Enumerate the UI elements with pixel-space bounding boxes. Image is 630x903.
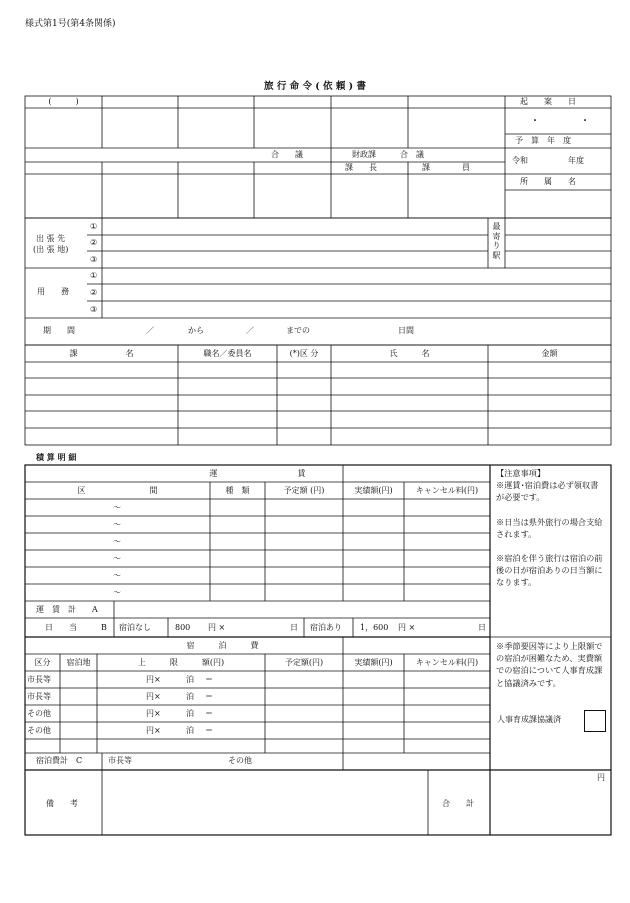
- fare-tilde-4: 〜: [113, 554, 121, 563]
- lodging-row-2-night: 泊: [186, 692, 194, 701]
- lodging-subtotal-label: 宿泊費計 C: [36, 756, 83, 765]
- lodging-row-3-eq: ＝: [205, 709, 213, 718]
- notes-heading: 【注意事項】: [496, 468, 546, 478]
- with-stay-day-unit: 日: [478, 623, 486, 632]
- lodging-col-planned: 予定額(円): [284, 658, 324, 667]
- col-section-name: 課 名: [69, 349, 134, 358]
- lodging-row-4-eq: ＝: [205, 726, 213, 735]
- lodging-subtotal-mayor: 市長等: [108, 756, 132, 765]
- dest-num-3: ③: [90, 255, 98, 264]
- period-label: 期 間: [43, 326, 75, 335]
- lodging-title: 宿 泊 費: [186, 641, 259, 650]
- fare-col-section: 区 間: [77, 486, 158, 495]
- no-stay-label: 宿泊なし: [119, 623, 151, 632]
- total-yen-unit: 円: [597, 773, 605, 782]
- hr-consult-checkbox[interactable]: [584, 710, 606, 732]
- lodging-row-3-yen: 円×: [146, 709, 161, 718]
- section-staff-label: 課 員: [422, 163, 470, 172]
- no-stay-day-unit: 日: [290, 623, 298, 632]
- seasonal-note: ※季節要因等により上限額での宿泊が困難なため、実費額での宿泊について人事育成課と協議済みです。: [496, 641, 603, 688]
- estimate-title: 積 算 明 細: [36, 452, 77, 462]
- fare-col-planned: 予定額 (円): [283, 486, 325, 495]
- period-days: 日間: [398, 326, 414, 335]
- dest-num-2: ②: [90, 238, 98, 247]
- with-stay-label: 宿泊あり: [310, 623, 342, 632]
- col-category: (*)区 分: [289, 349, 319, 358]
- lodging-col-category: 区分: [34, 658, 51, 667]
- dept-label: 所 属 名: [520, 177, 576, 186]
- finance-label: 財政課 合 議: [352, 150, 424, 159]
- period-slash-2: ／: [246, 326, 254, 335]
- notes-panel: [496, 467, 606, 601]
- lodging-row-4-category: その他: [27, 726, 51, 735]
- period-slash-1: ／: [146, 326, 154, 335]
- purpose-num-1: ①: [90, 271, 98, 280]
- purpose-num-3: ③: [90, 305, 98, 314]
- lodging-row-3-category: その他: [27, 709, 51, 718]
- no-stay-amount: 800: [175, 623, 191, 632]
- fare-tilde-3: 〜: [113, 537, 121, 546]
- hr-consult-label: 人事育成課協議済: [497, 715, 561, 724]
- fare-subtotal-label: 運 賃 計 A: [36, 605, 98, 614]
- no-stay-yen-times: 円 ×: [208, 623, 226, 632]
- purpose-label: 用 務: [37, 287, 69, 296]
- lodging-row-4-night: 泊: [186, 726, 194, 735]
- daily-allowance-label: 日 当 B: [45, 623, 107, 632]
- fare-col-cancel: キャンセル料(円): [415, 486, 479, 495]
- notes-item-3: ※宿泊を伴う旅行は宿泊の前後の日が宿泊ありの日当額になります。: [496, 553, 603, 588]
- lodging-row-2-category: 市長等: [27, 692, 51, 701]
- lodging-row-3-night: 泊: [186, 709, 194, 718]
- page-title: 旅 行 命 令 ( 依 頼 ) 書: [264, 81, 366, 92]
- lodging-row-4-yen: 円×: [146, 726, 161, 735]
- fare-col-type: 種 類: [225, 486, 250, 495]
- notes-item-1: ※運賃･宿泊費は必ず領収書が必要です。: [496, 480, 599, 503]
- draft-date-label: 起 案 日: [520, 97, 576, 106]
- lodging-row-1-eq: ＝: [205, 675, 213, 684]
- lodging-col-limit: 上 限 額(円): [137, 658, 225, 667]
- form-number: 様式第1号(第4条関係): [25, 19, 116, 29]
- lodging-subtotal-other: その他: [228, 756, 252, 765]
- paren-label: ( ): [48, 97, 79, 106]
- lodging-row-2-eq: ＝: [205, 692, 213, 701]
- with-stay-amount: 1，600: [360, 623, 389, 632]
- nearest-station-label: 最寄り駅: [492, 222, 501, 260]
- dest-num-1: ①: [90, 222, 98, 231]
- draft-date-value[interactable]: ・ ・: [530, 116, 590, 127]
- lodging-row-2-yen: 円×: [146, 692, 161, 701]
- section-chief-label: 課 長: [345, 163, 377, 172]
- lodging-col-cancel: キャンセル料(円): [415, 658, 479, 667]
- fare-tilde-1: 〜: [113, 503, 121, 512]
- period-until: までの: [286, 326, 310, 335]
- lodging-row-1-category: 市長等: [27, 675, 51, 684]
- budget-year-value[interactable]: 令和 年度: [512, 156, 584, 165]
- fare-col-actual: 実績額(円): [354, 486, 393, 495]
- approval-label: 合 議: [271, 150, 303, 159]
- destination-sub-label: (出 張 地): [33, 245, 69, 254]
- purpose-num-2: ②: [90, 288, 98, 297]
- notes-item-2: ※日当は県外旅行の場合支給されます。: [496, 516, 603, 539]
- fare-tilde-6: 〜: [113, 588, 121, 597]
- total-label: 合 計: [442, 799, 474, 808]
- lodging-row-1-yen: 円×: [146, 675, 161, 684]
- fare-tilde-5: 〜: [113, 571, 121, 580]
- fare-tilde-2: 〜: [113, 520, 121, 529]
- remarks-label: 備 考: [46, 799, 78, 808]
- col-person-name: 氏 名: [389, 349, 430, 358]
- with-stay-yen-times: 円 ×: [398, 623, 416, 632]
- col-title: 職名／委員名: [203, 349, 252, 358]
- period-from: から: [188, 326, 204, 335]
- lodging-col-actual: 実績額(円): [354, 658, 393, 667]
- budget-year-label: 予 算 年 度: [515, 136, 571, 145]
- lodging-row-1-night: 泊: [186, 675, 194, 684]
- destination-label: 出 張 先: [36, 234, 66, 243]
- fare-title: 運 賃: [209, 469, 306, 478]
- lodging-col-place: 宿泊地: [66, 658, 91, 667]
- col-amount: 金額: [541, 349, 558, 358]
